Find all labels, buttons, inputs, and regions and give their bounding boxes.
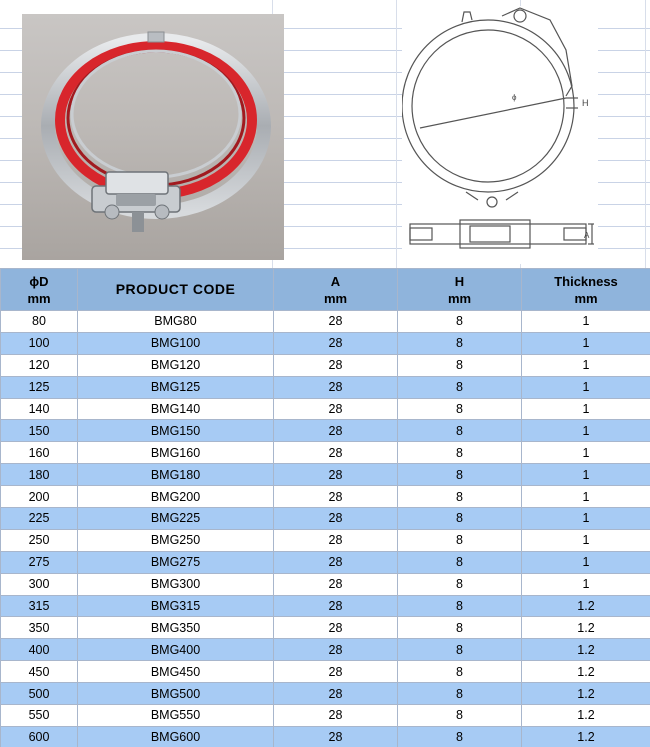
cell-thickness: 1 bbox=[522, 464, 650, 486]
header-h bbox=[398, 269, 522, 311]
clamp-technical-drawing bbox=[402, 6, 598, 264]
header-a-label: A bbox=[330, 273, 341, 289]
cell-h: 8 bbox=[398, 332, 522, 354]
cell-thickness: 1.2 bbox=[522, 726, 650, 747]
cell-thickness: 1 bbox=[522, 551, 650, 573]
cell-h: 8 bbox=[398, 726, 522, 747]
cell-thickness: 1 bbox=[522, 398, 650, 420]
table-row bbox=[1, 486, 650, 508]
cell-a: 28 bbox=[274, 398, 398, 420]
cell-product-code: BMG550 bbox=[78, 705, 274, 727]
header-diameter-label: ϕD bbox=[29, 273, 49, 289]
cell-thickness: 1.2 bbox=[522, 661, 650, 683]
cell-product-code: BMG150 bbox=[78, 420, 274, 442]
cell-product-code: BMG315 bbox=[78, 595, 274, 617]
table-row bbox=[1, 311, 650, 333]
cell-a: 28 bbox=[274, 486, 398, 508]
cell-product-code: BMG450 bbox=[78, 661, 274, 683]
cell-product-code: BMG500 bbox=[78, 683, 274, 705]
cell-product-code: BMG125 bbox=[78, 376, 274, 398]
header-a-unit: mm bbox=[323, 290, 348, 306]
cell-a: 28 bbox=[274, 661, 398, 683]
header-thickness-unit: mm bbox=[574, 290, 598, 306]
table-row bbox=[1, 508, 650, 530]
cell-h: 8 bbox=[398, 595, 522, 617]
cell-diameter: 150 bbox=[1, 420, 78, 442]
cell-thickness: 1.2 bbox=[522, 639, 650, 661]
cell-h: 8 bbox=[398, 486, 522, 508]
cell-h: 8 bbox=[398, 617, 522, 639]
table-row bbox=[1, 376, 650, 398]
cell-diameter: 400 bbox=[1, 639, 78, 661]
cell-product-code: BMG250 bbox=[78, 529, 274, 551]
table-row bbox=[1, 398, 650, 420]
header-product-code bbox=[78, 269, 274, 311]
cell-product-code: BMG120 bbox=[78, 354, 274, 376]
table-row bbox=[1, 683, 650, 705]
cell-a: 28 bbox=[274, 332, 398, 354]
header-thickness bbox=[522, 269, 650, 311]
header-h-label: H bbox=[454, 273, 465, 289]
cell-diameter: 550 bbox=[1, 705, 78, 727]
cell-product-code: BMG600 bbox=[78, 726, 274, 747]
table-row bbox=[1, 617, 650, 639]
cell-diameter: 275 bbox=[1, 551, 78, 573]
table-row bbox=[1, 573, 650, 595]
cell-product-code: BMG180 bbox=[78, 464, 274, 486]
cell-diameter: 450 bbox=[1, 661, 78, 683]
header-product-code-label: PRODUCT CODE bbox=[115, 281, 236, 297]
cell-diameter: 600 bbox=[1, 726, 78, 747]
cell-a: 28 bbox=[274, 551, 398, 573]
cell-h: 8 bbox=[398, 683, 522, 705]
pipe-clamp-icon bbox=[22, 14, 284, 260]
cell-a: 28 bbox=[274, 573, 398, 595]
cell-h: 8 bbox=[398, 311, 522, 333]
cell-a: 28 bbox=[274, 354, 398, 376]
cell-product-code: BMG80 bbox=[78, 311, 274, 333]
table-row bbox=[1, 420, 650, 442]
cell-h: 8 bbox=[398, 420, 522, 442]
cell-thickness: 1 bbox=[522, 529, 650, 551]
cell-a: 28 bbox=[274, 464, 398, 486]
cell-product-code: BMG400 bbox=[78, 639, 274, 661]
cell-h: 8 bbox=[398, 529, 522, 551]
cell-h: 8 bbox=[398, 464, 522, 486]
product-spec-table bbox=[0, 268, 650, 747]
cell-diameter: 315 bbox=[1, 595, 78, 617]
drawing-icon bbox=[402, 6, 598, 264]
cell-diameter: 160 bbox=[1, 442, 78, 464]
cell-a: 28 bbox=[274, 376, 398, 398]
cell-a: 28 bbox=[274, 311, 398, 333]
cell-diameter: 500 bbox=[1, 683, 78, 705]
header-diameter-unit: mm bbox=[27, 290, 51, 306]
cell-h: 8 bbox=[398, 551, 522, 573]
cell-a: 28 bbox=[274, 705, 398, 727]
cell-product-code: BMG225 bbox=[78, 508, 274, 530]
cell-h: 8 bbox=[398, 508, 522, 530]
cell-a: 28 bbox=[274, 529, 398, 551]
cell-product-code: BMG100 bbox=[78, 332, 274, 354]
a-dimension-label: A bbox=[584, 231, 590, 240]
cell-product-code: BMG300 bbox=[78, 573, 274, 595]
cell-thickness: 1 bbox=[522, 420, 650, 442]
cell-diameter: 225 bbox=[1, 508, 78, 530]
table-row bbox=[1, 354, 650, 376]
cell-thickness: 1.2 bbox=[522, 617, 650, 639]
cell-a: 28 bbox=[274, 508, 398, 530]
cell-thickness: 1 bbox=[522, 573, 650, 595]
table-row bbox=[1, 726, 650, 747]
table-row bbox=[1, 639, 650, 661]
cell-h: 8 bbox=[398, 398, 522, 420]
cell-thickness: 1 bbox=[522, 311, 650, 333]
cell-a: 28 bbox=[274, 420, 398, 442]
table-row bbox=[1, 464, 650, 486]
cell-diameter: 125 bbox=[1, 376, 78, 398]
cell-diameter: 180 bbox=[1, 464, 78, 486]
cell-h: 8 bbox=[398, 705, 522, 727]
diameter-label: ϕ bbox=[512, 93, 517, 102]
cell-product-code: BMG200 bbox=[78, 486, 274, 508]
cell-product-code: BMG275 bbox=[78, 551, 274, 573]
cell-diameter: 300 bbox=[1, 573, 78, 595]
cell-diameter: 80 bbox=[1, 311, 78, 333]
cell-h: 8 bbox=[398, 639, 522, 661]
cell-product-code: BMG350 bbox=[78, 617, 274, 639]
cell-a: 28 bbox=[274, 442, 398, 464]
cell-h: 8 bbox=[398, 376, 522, 398]
cell-diameter: 200 bbox=[1, 486, 78, 508]
table-row bbox=[1, 661, 650, 683]
cell-product-code: BMG160 bbox=[78, 442, 274, 464]
table-header-row bbox=[1, 269, 650, 311]
header-diameter bbox=[1, 269, 78, 311]
cell-h: 8 bbox=[398, 573, 522, 595]
cell-thickness: 1 bbox=[522, 332, 650, 354]
cell-diameter: 350 bbox=[1, 617, 78, 639]
cell-thickness: 1 bbox=[522, 442, 650, 464]
cell-a: 28 bbox=[274, 639, 398, 661]
table-row bbox=[1, 332, 650, 354]
table-row bbox=[1, 595, 650, 617]
cell-thickness: 1 bbox=[522, 354, 650, 376]
cell-thickness: 1.2 bbox=[522, 595, 650, 617]
cell-thickness: 1.2 bbox=[522, 683, 650, 705]
header-a bbox=[274, 269, 398, 311]
cell-diameter: 250 bbox=[1, 529, 78, 551]
cell-h: 8 bbox=[398, 661, 522, 683]
cell-h: 8 bbox=[398, 354, 522, 376]
h-dimension-label: H bbox=[582, 98, 589, 108]
cell-diameter: 120 bbox=[1, 354, 78, 376]
cell-thickness: 1.2 bbox=[522, 705, 650, 727]
table-row bbox=[1, 442, 650, 464]
cell-product-code: BMG140 bbox=[78, 398, 274, 420]
cell-thickness: 1 bbox=[522, 486, 650, 508]
cell-diameter: 140 bbox=[1, 398, 78, 420]
cell-thickness: 1 bbox=[522, 376, 650, 398]
cell-h: 8 bbox=[398, 442, 522, 464]
cell-a: 28 bbox=[274, 617, 398, 639]
table-row bbox=[1, 705, 650, 727]
pipe-clamp-photo bbox=[22, 14, 284, 260]
cell-a: 28 bbox=[274, 726, 398, 747]
header-thickness-label: Thickness bbox=[554, 273, 618, 289]
table-row bbox=[1, 529, 650, 551]
table-row bbox=[1, 551, 650, 573]
cell-thickness: 1 bbox=[522, 508, 650, 530]
cell-a: 28 bbox=[274, 595, 398, 617]
cell-a: 28 bbox=[274, 683, 398, 705]
cell-diameter: 100 bbox=[1, 332, 78, 354]
header-h-unit: mm bbox=[447, 290, 472, 306]
table-body bbox=[1, 311, 650, 747]
